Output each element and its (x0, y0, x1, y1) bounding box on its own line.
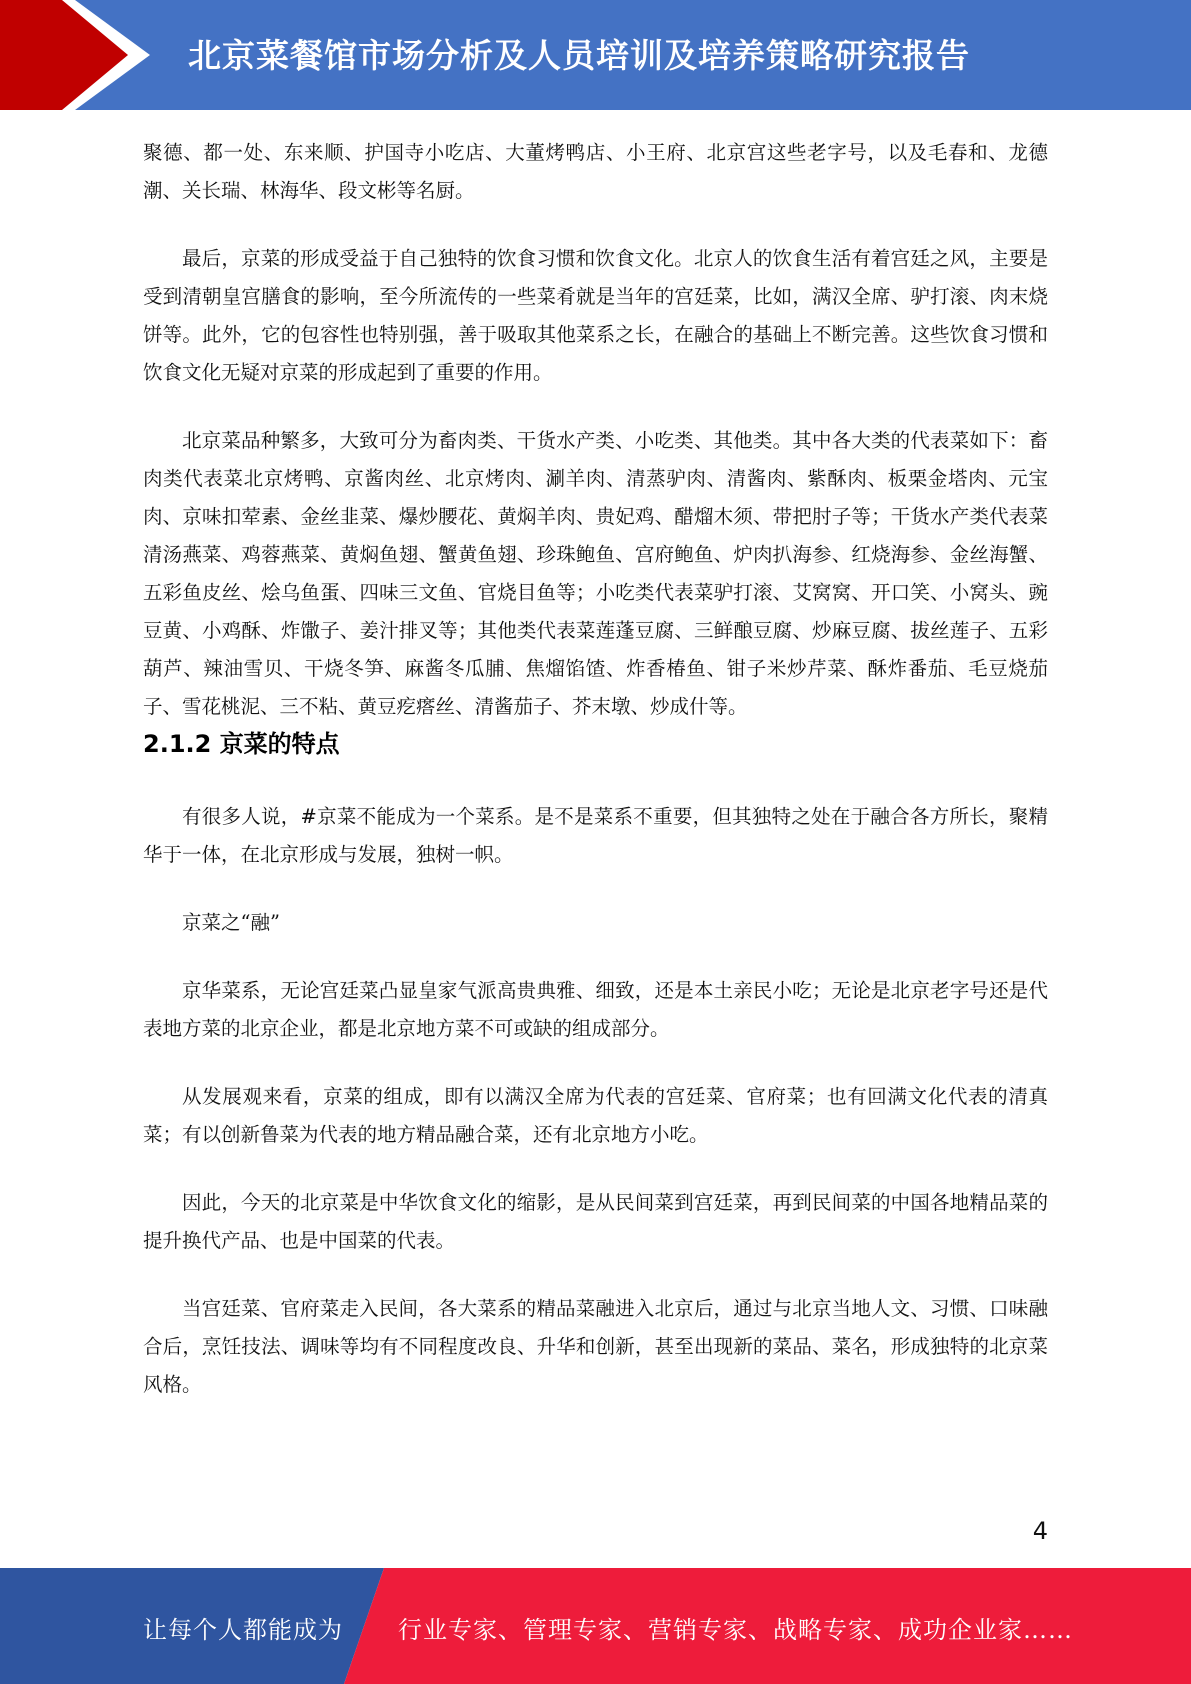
paragraph: 当宫廷菜、官府菜走入民间，各大菜系的精品菜融进入北京后，通过与北京当地人文、习惯、口味融合后，烹饪技法、调味等均有不同程度改良、升华和创新，甚至出现新的菜品、菜名，形成独特的北京菜风格。 (143, 1297, 1048, 1396)
page-header (0, 0, 1191, 110)
paragraph: 最后，京菜的形成受益于自己独特的饮食习惯和饮食文化。北京人的饮食生活有着宫廷之风，主要是受到清朝皇宫膳食的影响，至今所流传的一些菜肴就是当年的宫廷菜，比如，满汉全席、驴打滚、肉末烧饼等。此外，它的包容性也特别强，善于吸取其他菜系之长，在融合的基础上不断完善。这些饮食习惯和饮食文化无疑对京菜的形成起到了重要的作用。 (143, 247, 1048, 384)
report-title: 北京菜餐馆市场分析及人员培训及培养策略研究报告 (188, 36, 970, 75)
paragraph: 京菜之“融” (182, 911, 280, 934)
paragraph-continued: 聚德、都一处、东来顺、护国寺小吃店、大董烤鸭店、小王府、北京宫这些老字号，以及毛春和、龙德潮、关长瑞、林海华、段文彬等名厨。 (143, 141, 1048, 202)
paragraph: 京华菜系，无论宫廷菜凸显皇家气派高贵典雅、细致，还是本土亲民小吃；无论是北京老字号还是代表地方菜的北京企业，都是北京地方菜不可或缺的组成部分。 (143, 979, 1048, 1040)
footer-slogan-right: 行业专家、管理专家、营销专家、战略专家、成功企业家…… (398, 1616, 1073, 1644)
footer-slogan-left: 让每个人都能成为 (143, 1616, 343, 1644)
page-number: 4 (1032, 1517, 1048, 1545)
page-body (143, 134, 1048, 1404)
page-footer (0, 1568, 1191, 1684)
paragraph: 从发展观来看，京菜的组成，即有以满汉全席为代表的宫廷菜、官府菜；也有回满文化代表的清真菜；有以创新鲁菜为代表的地方精品融合菜，还有北京地方小吃。 (143, 1085, 1048, 1146)
section-heading: 2.1.2 京菜的特点 (143, 730, 340, 758)
paragraph: 有很多人说，#京菜不能成为一个菜系。是不是菜系不重要，但其独特之处在于融合各方所长，聚精华于一体，在北京形成与发展，独树一帜。 (143, 805, 1048, 866)
paragraph: 因此，今天的北京菜是中华饮食文化的缩影，是从民间菜到宫廷菜，再到民间菜的中国各地精品菜的提升换代产品、也是中国菜的代表。 (143, 1191, 1048, 1252)
paragraph: 北京菜品种繁多，大致可分为畜肉类、干货水产类、小吃类、其他类。其中各大类的代表菜如下：畜肉类代表菜北京烤鸭、京酱肉丝、北京烤肉、涮羊肉、清蒸驴肉、清酱肉、紫酥肉、板栗金塔肉、元宝肉、京味扣荤素、金丝韭菜、爆炒腰花、黄焖羊肉、贵妃鸡、醋熘木须、带把肘子等；干货水产类代表菜清汤燕菜、鸡蓉燕菜、黄焖鱼翅、蟹黄鱼翅、珍珠鲍鱼、宫府鲍鱼、炉肉扒海参、红烧海参、金丝海蟹、五彩鱼皮丝、烩乌鱼蛋、四味三文鱼、官烧目鱼等；小吃类代表菜驴打滚、艾窝窝、开口笑、小窝头、豌豆黄、小鸡酥、炸馓子、姜汁排叉等；其他类代表菜莲蓬豆腐、三鲜酿豆腐、炒麻豆腐、拔丝莲子、五彩葫芦、辣油雪贝、干烧冬笋、麻酱冬瓜脯、焦熘馅馇、炸香椿鱼、钳子米炒芹菜、酥炸番茄、毛豆烧茄子、雪花桃泥、三不粘、黄豆疙瘩丝、清酱茄子、芥末墩、炒成什等。 (143, 429, 1048, 718)
